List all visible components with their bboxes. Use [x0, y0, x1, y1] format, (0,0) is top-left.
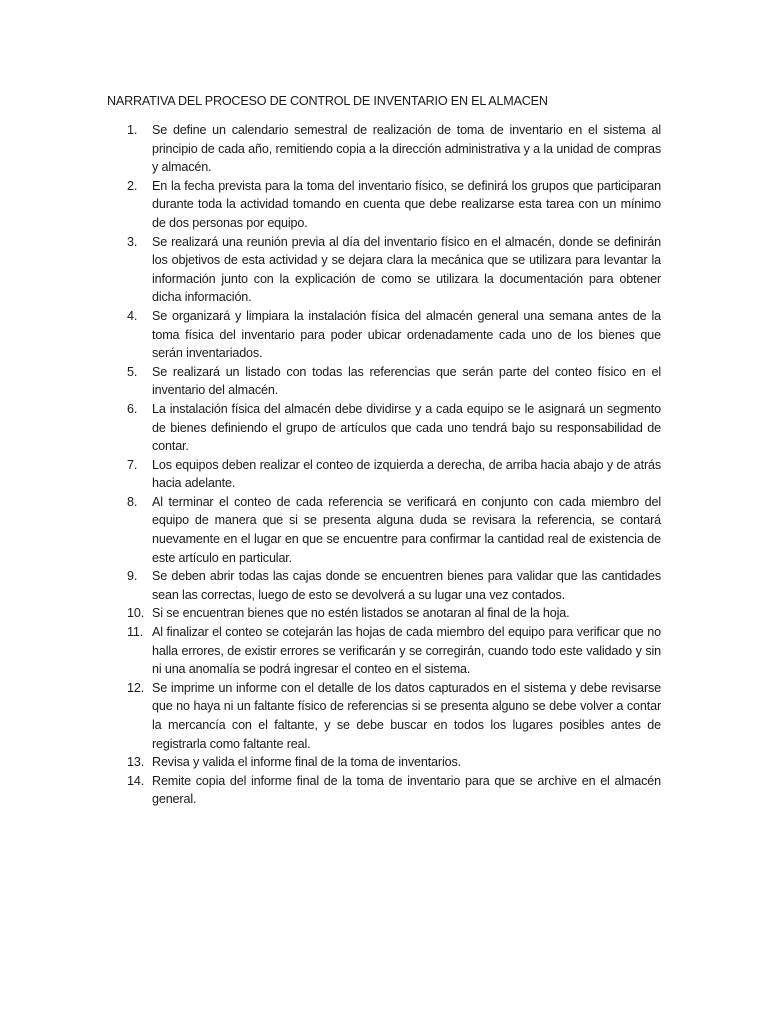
item-number: 13. — [127, 755, 145, 770]
list-item — [107, 567, 661, 604]
list-item — [107, 679, 661, 753]
item-number: 14. — [127, 773, 145, 788]
item-text: Se imprime un informe con el detalle de los datos capturados en el sistema y debe revisarse que no haya ni un faltante físico de referencias si se presenta alguno se debe volver a contar la mercancía con el faltante, y se debe buscar en todos los lugares posibles antes de registrarla como faltante real. — [152, 680, 661, 751]
list-item — [107, 363, 661, 400]
item-text: En la fecha prevista para la toma del inventario físico, se definirá los grupos que participaran durante toda la actividad tomando en cuenta que debe realizarse esta tarea con un mínimo de dos personas por equipo. — [152, 178, 661, 230]
item-number: 2. — [127, 178, 138, 193]
item-number: 7. — [127, 457, 138, 472]
list-item — [107, 307, 661, 363]
list-item — [107, 772, 661, 809]
item-number: 1. — [127, 123, 138, 137]
item-text: Se define un calendario semestral de realización de toma de inventario en el sistema al principio de cada año, remitiendo copia a la dirección administrativa y a la unidad de compras y almacén. — [152, 123, 661, 175]
item-number: 12. — [127, 680, 145, 695]
item-text: Al terminar el conteo de cada referencia se verificará en conjunto con cada miembro del equipo de manera que si se presenta alguna duda se revisara la referencia, se contará nuevamente en el lugar en que se encuentre para confirmar la cantidad real de existencia de este artículo en particular. — [152, 494, 661, 565]
item-text: Remite copia del informe final de la toma de inventario para que se archive en el almacén general. — [152, 773, 661, 807]
item-text: Al finalizar el conteo se cotejarán las hojas de cada miembro del equipo para verificar que no halla errores, de existir errores se verificarán y se corregirán, cuando todo este validado y sin ni una anomalía se podrá ingresar el conteo en el sistema. — [152, 625, 661, 677]
item-text: Se organizará y limpiara la instalación física del almacén general una semana antes de la toma física del inventario para poder ubicar ordenadamente cada uno de los bienes que serán inventariados. — [152, 308, 661, 361]
item-number: 11. — [127, 625, 144, 640]
item-text: Se deben abrir todas las cajas donde se encuentren bienes para validar que las cantidades sean las correctas, luego de esto se devolverá a su lugar una vez contados. — [152, 569, 661, 602]
item-number: 6. — [127, 401, 138, 416]
item-text: Los equipos deben realizar el conteo de izquierda a derecha, de arriba hacia abajo y de atrás hacia adelante. — [152, 457, 661, 491]
item-number: 3. — [127, 234, 138, 249]
list-item — [107, 400, 661, 456]
list-item — [107, 121, 661, 177]
list-item — [107, 753, 661, 772]
item-number: 8. — [127, 494, 138, 509]
item-number: 9. — [127, 569, 138, 584]
document-title: NARRATIVA DEL PROCESO DE CONTROL DE INVENTARIO EN EL ALMACEN — [107, 94, 548, 108]
list-item — [107, 177, 661, 233]
list-item — [107, 493, 661, 567]
item-text: Se realizará un listado con todas las referencias que serán parte del conteo físico en el inventario del almacén. — [152, 364, 661, 398]
procedure-list — [107, 121, 661, 809]
item-text: Revisa y valida el informe final de la toma de inventarios. — [152, 755, 461, 770]
item-number: 5. — [127, 364, 138, 379]
list-item — [107, 604, 661, 623]
item-text: Si se encuentran bienes que no estén listados se anotaran al final de la hoja. — [152, 606, 570, 621]
item-text: Se realizará una reunión previa al día del inventario físico en el almacén, donde se definirán los objetivos de esta actividad y se dejara clara la mecánica que se utilizara para levantar la información junto con la explicación de como se utilizara la documentación para obtener dicha información. — [152, 234, 661, 305]
item-number: 10. — [127, 606, 145, 621]
item-number: 4. — [127, 308, 138, 323]
item-text: La instalación física del almacén debe dividirse y a cada equipo se le asignará un segmento de bienes definiendo el grupo de artículos que cada uno tendrá bajo su responsabilidad de contar. — [152, 401, 661, 454]
list-item — [107, 623, 661, 679]
list-item — [107, 233, 661, 307]
list-item — [107, 456, 661, 493]
